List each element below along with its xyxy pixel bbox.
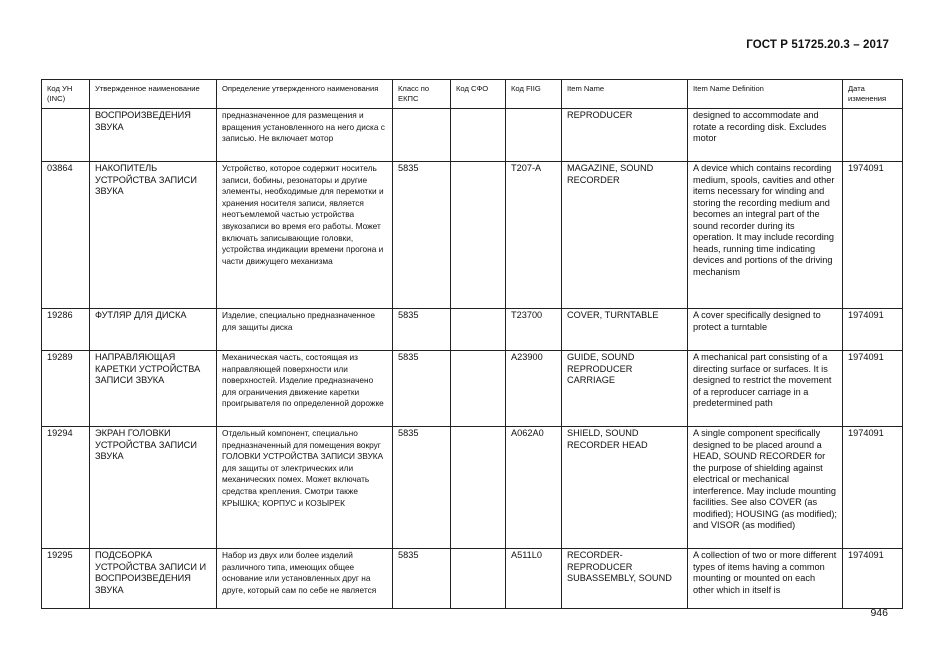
cell-approved-name: ВОСПРОИЗВЕДЕНИЯ ЗВУКА xyxy=(90,109,217,162)
table-header-row xyxy=(42,80,903,109)
column-header-fiig: Код FIIG xyxy=(506,80,562,109)
cell-item-name-definition: designed to accommodate and rotate a recording disk. Excludes motor xyxy=(688,109,843,162)
cell-item-name-definition: A device which contains recording medium, spools, cavities and other items necessary for winding and storing the recording medium and becomes an integral part of the sound recorder during its operation. It may include recording heads, running time indicating devices and portions of the driving mechanism xyxy=(688,162,843,309)
cell-approved-name: ПОДСБОРКА УСТРОЙСТВА ЗАПИСИ И ВОСПРОИЗВЕДЕНИЯ ЗВУКА xyxy=(90,549,217,609)
cell-date: 1974091 xyxy=(843,162,903,309)
cell-fiig: T23700 xyxy=(506,309,562,351)
table-row xyxy=(42,162,903,309)
cell-date: 1974091 xyxy=(843,427,903,549)
cell-fiig: A23900 xyxy=(506,351,562,427)
column-header-item-name: Item Name xyxy=(562,80,688,109)
cell-date: 1974091 xyxy=(843,309,903,351)
column-header-class: Класс по ЕКПС xyxy=(393,80,451,109)
cell-inc xyxy=(42,109,90,162)
column-header-sfo: Код СФО xyxy=(451,80,506,109)
cell-inc: 19289 xyxy=(42,351,90,427)
cell-class: 5835 xyxy=(393,309,451,351)
cell-date xyxy=(843,109,903,162)
cell-approved-name: ФУТЛЯР ДЛЯ ДИСКА xyxy=(90,309,217,351)
cell-definition-ru: Набор из двух или более изделий различного типа, имеющих общее основание или установленных друг на друге, который сам по себе не является xyxy=(217,549,393,609)
cell-approved-name: НАКОПИТЕЛЬ УСТРОЙСТВА ЗАПИСИ ЗВУКА xyxy=(90,162,217,309)
cell-inc: 03864 xyxy=(42,162,90,309)
cell-inc: 19295 xyxy=(42,549,90,609)
cell-class: 5835 xyxy=(393,549,451,609)
cell-definition-ru: Отдельный компонент, специально предназначенный для помещения вокруг ГОЛОВКИ УСТРОЙСТВА ЗАПИСИ ЗВУКА для защиты от электрических или механических помех. Может включать средства крепления. Смотри также КРЫШКА; КОРПУС и КОЗЫРЕК xyxy=(217,427,393,549)
cell-date: 1974091 xyxy=(843,549,903,609)
table-row xyxy=(42,427,903,549)
column-header-date: Дата изменения xyxy=(843,80,903,109)
cell-approved-name: НАПРАВЛЯЮЩАЯ КАРЕТКИ УСТРОЙСТВА ЗАПИСИ ЗВУКА xyxy=(90,351,217,427)
table-row xyxy=(42,109,903,162)
table-row xyxy=(42,351,903,427)
cell-sfo xyxy=(451,162,506,309)
cell-definition-ru: Устройство, которое содержит носитель записи, бобины, резонаторы и другие элементы, необходимые для перемотки и хранения носителя записи, является неотъемлемой частью устройства звукозаписи во время его работы. Может включать записывающие головки, устройства индикации времени прогона и части движущего механизма xyxy=(217,162,393,309)
cell-inc: 19294 xyxy=(42,427,90,549)
cell-item-name-definition: A collection of two or more different types of items having a common mounting or mounted on each other which in itself is xyxy=(688,549,843,609)
cell-fiig xyxy=(506,109,562,162)
cell-sfo xyxy=(451,427,506,549)
cell-definition-ru: Изделие, специально предназначенное для защиты диска xyxy=(217,309,393,351)
cell-item-name-definition: A mechanical part consisting of a directing surface or surfaces. It is designed to restrict the movement of a reproducer carriage in a predetermined path xyxy=(688,351,843,427)
cell-class: 5835 xyxy=(393,162,451,309)
table-row xyxy=(42,309,903,351)
cell-sfo xyxy=(451,549,506,609)
column-header-inc: Код УН (INC) xyxy=(42,80,90,109)
cell-item-name: REPRODUCER xyxy=(562,109,688,162)
cell-definition-ru: Механическая часть, состоящая из направляющей поверхности или поверхностей. Изделие предназначено для ограничения движение каретки проигрывателя по определенной дорожке xyxy=(217,351,393,427)
cell-fiig: T207-A xyxy=(506,162,562,309)
cell-item-name: RECORDER-REPRODUCER SUBASSEMBLY, SOUND xyxy=(562,549,688,609)
cell-fiig: A511L0 xyxy=(506,549,562,609)
cell-sfo xyxy=(451,351,506,427)
cell-date: 1974091 xyxy=(843,351,903,427)
cell-inc: 19286 xyxy=(42,309,90,351)
column-header-approved-name: Утвержденное наименование xyxy=(90,80,217,109)
column-header-definition-ru: Определение утвержденного наименования xyxy=(217,80,393,109)
cell-fiig: A062A0 xyxy=(506,427,562,549)
cell-sfo xyxy=(451,109,506,162)
cell-item-name: COVER, TURNTABLE xyxy=(562,309,688,351)
cell-item-name: MAGAZINE, SOUND RECORDER xyxy=(562,162,688,309)
cell-approved-name: ЭКРАН ГОЛОВКИ УСТРОЙСТВА ЗАПИСИ ЗВУКА xyxy=(90,427,217,549)
cell-class: 5835 xyxy=(393,427,451,549)
table-row xyxy=(42,549,903,609)
cell-definition-ru: предназначенное для размещения и вращения установленного на него диска с записью. Не включает мотор xyxy=(217,109,393,162)
page-number: 946 xyxy=(870,607,888,619)
nomenclature-table xyxy=(41,79,903,609)
cell-item-name: SHIELD, SOUND RECORDER HEAD xyxy=(562,427,688,549)
column-header-item-name-definition: Item Name Definition xyxy=(688,80,843,109)
cell-class: 5835 xyxy=(393,351,451,427)
cell-sfo xyxy=(451,309,506,351)
cell-item-name: GUIDE, SOUND REPRODUCER CARRIAGE xyxy=(562,351,688,427)
document-header: ГОСТ Р 51725.20.3 – 2017 xyxy=(746,39,889,51)
cell-item-name-definition: A cover specifically designed to protect a turntable xyxy=(688,309,843,351)
cell-class xyxy=(393,109,451,162)
cell-item-name-definition: A single component specifically designed to be placed around a HEAD, SOUND RECORDER for the purpose of shielding against electrical or mechanical interference. May include mounting facilities. See also COVER (as modified); HOUSING (as modified); and VISOR (as modified) xyxy=(688,427,843,549)
